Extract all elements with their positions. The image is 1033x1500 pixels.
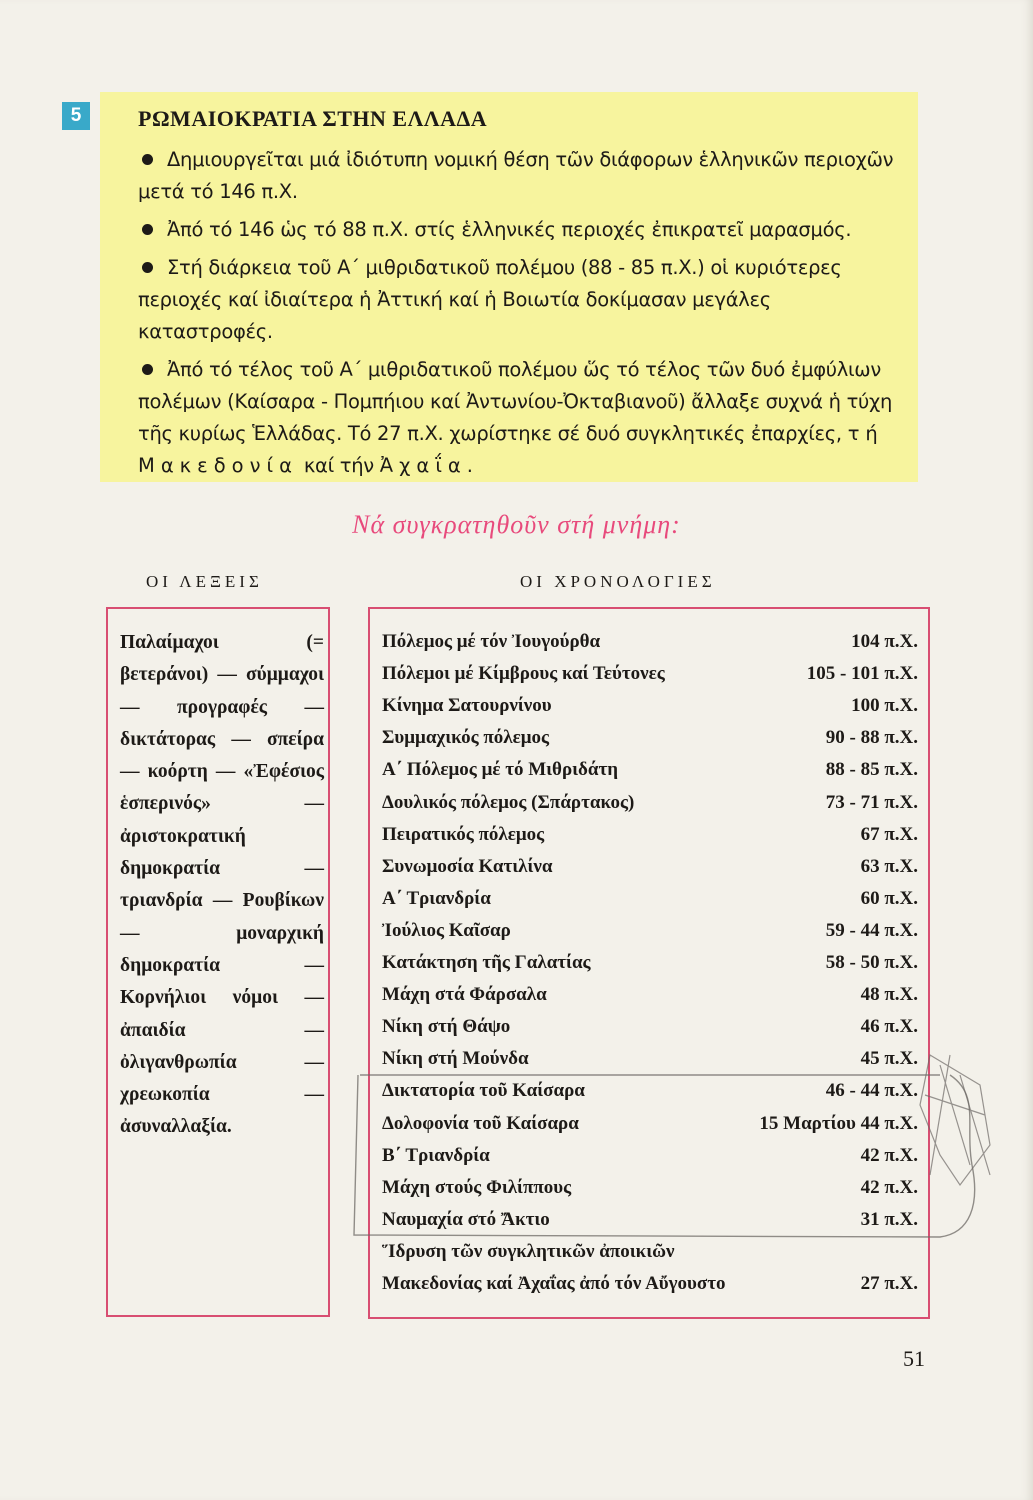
date-event: Α΄ Τριανδρία [382, 887, 491, 909]
date-event: Νίκη στή Θάψο [382, 1016, 511, 1038]
bullet-connector: καί τήν [303, 454, 374, 477]
words-list: Παλαίμαχοι (= βετεράνοι) — σύμμαχοι — προγραφές — δικτάτορας — σπείρα — κοόρτη — «Ἐφέσιος ἑσπερινός» — ἀριστοκρατική δημοκρατία — τριανδρία — Ρουβίκων — μοναρχική δημοκρατία — Κορνήλιοι νόμοι — ἀπαιδία — ὀλιγανθρωπία — χρεωκοπία — ἀσυναλλαξία. [120, 632, 324, 1138]
date-event: Δολοφονία τοῦ Καίσαρα [382, 1112, 579, 1134]
date-value: 27 π.Χ. [860, 1273, 918, 1294]
date-row [382, 824, 918, 856]
summary-bullet [138, 252, 898, 348]
words-box [106, 607, 330, 1317]
date-event: Κατάκτηση τῆς Γαλατίας [382, 952, 591, 973]
bullet-icon [142, 154, 153, 165]
bullet-text: Ἀπό τό τέλος τοῦ Α΄ μιθριδατικοῦ πολέμου ὥς τό τέλος τῶν δυό ἐμφύλιων πολέμων (Καίσαρα - Πομπήιου καί Ἀντωνίου-Ὀκταβιανοῦ) ἄλλαξε συχνά ἡ τύχη τῆς κυρίως Ἑλλάδας. Τό 27 π.Χ. χωρίστηκε σέ δυό συγκλητικές ἐπαρχίες, [138, 358, 893, 445]
date-event: Μακεδονίας καί Ἀχαΐας ἀπό τόν Αὔγουστο [382, 1273, 726, 1294]
bullet-text: Στή διάρκεια τοῦ Α΄ μιθριδατικοῦ πολέμου (88 - 85 π.Χ.) οἱ κυριότερες περιοχές καί ἰδιαίτερα ἡ Ἀττική καί ἡ Βοιωτία δοκίμασαν μεγάλες καταστροφές. [138, 256, 842, 343]
date-event: Πόλεμοι μέ Κίμβρους καί Τεύτονες [382, 663, 665, 685]
date-row [382, 759, 918, 791]
date-value: 100 π.Χ. [851, 695, 918, 717]
date-value: 59 - 44 π.Χ. [825, 919, 918, 941]
date-row [382, 663, 918, 695]
date-value: 58 - 50 π.Χ. [825, 952, 918, 973]
date-row [382, 888, 918, 920]
date-value: 31 π.Χ. [860, 1208, 918, 1230]
summary-box [100, 92, 918, 482]
bullet-end: . [466, 454, 473, 477]
date-event: Πειρατικός πόλεμος [382, 823, 545, 845]
date-row [382, 792, 918, 824]
date-event: Συμμαχικός πόλεμος [382, 727, 550, 749]
date-event: Συνωμοσία Κατιλίνα [382, 855, 553, 877]
date-value: 45 π.Χ. [860, 1048, 918, 1070]
date-value: 63 π.Χ. [860, 855, 918, 877]
date-row [382, 856, 918, 888]
date-event: Β΄ Τριανδρία [382, 1144, 490, 1166]
date-row [382, 631, 918, 663]
bullet-icon [142, 262, 153, 273]
date-value: 42 π.Χ. [860, 1176, 918, 1198]
summary-bullet [138, 144, 898, 208]
date-row [382, 920, 918, 952]
summary-bullet [138, 354, 898, 482]
page-number: 51 [903, 1346, 925, 1371]
date-value: 88 - 85 π.Χ. [825, 759, 918, 781]
date-event: Κίνημα Σατουρνίνου [382, 695, 552, 717]
date-event: Μάχη στά Φάρσαλα [382, 984, 547, 1006]
date-event: Α΄ Πόλεμος μέ τό Μιθριδάτη [382, 759, 619, 781]
pencil-scribble [340, 1045, 1000, 1245]
section-number-badge: 5 [62, 102, 90, 130]
summary-bullets [138, 144, 898, 488]
section-title: ΡΩΜΑΙΟΚΡΑΤΙΑ ΣΤΗΝ ΕΛΛΑΔΑ [138, 106, 488, 131]
date-row [382, 695, 918, 727]
date-row [382, 1016, 918, 1048]
region-macedonia: τή Μακεδονία [138, 422, 884, 477]
date-event: Μάχη στούς Φιλίππους [382, 1176, 572, 1198]
date-value: 15 Μαρτίου 44 π.Χ. [759, 1112, 918, 1134]
date-row [382, 952, 918, 984]
date-value: 48 π.Χ. [860, 984, 918, 1006]
date-value: 104 π.Χ. [851, 631, 918, 652]
date-row [382, 1241, 918, 1273]
date-row [382, 1273, 918, 1305]
dates-heading: ΟΙ ΧΡΟΝΟΛΟΓΙΕΣ [520, 572, 716, 591]
bullet-icon [142, 364, 153, 375]
words-heading: ΟΙ ΛΕΞΕΙΣ [146, 572, 263, 591]
date-event: Νίκη στή Μούνδα [382, 1048, 529, 1070]
date-row [382, 984, 918, 1016]
region-achaea: Ἀχαΐα [379, 454, 467, 477]
remember-heading: Νά συγκρατηθοῦν στή μνήμη: [352, 510, 681, 539]
date-event: Ἵδρυση τῶν συγκλητικῶν ἀποικιῶν [382, 1240, 675, 1262]
date-value: 42 π.Χ. [860, 1144, 918, 1166]
bullet-text: Ἀπό τό 146 ὡς τό 88 π.Χ. στίς ἑλληνικές περιοχές ἐπικρατεῖ μαρασμός. [167, 218, 852, 241]
date-value: 46 π.Χ. [860, 1016, 918, 1038]
bullet-text: Δημιουργεῖται μιά ἰδιότυπη νομική θέση τῶν διάφορων ἑλληνικῶν περιοχῶν μετά τό 146 π.Χ. [138, 148, 894, 203]
bullet-icon [142, 224, 153, 235]
date-event: Δικτατορία τοῦ Καίσαρα [382, 1080, 585, 1102]
date-event: Δουλικός πόλεμος (Σπάρτακος) [382, 791, 635, 813]
date-value: 90 - 88 π.Χ. [825, 727, 918, 749]
date-value: 73 - 71 π.Χ. [825, 791, 918, 813]
date-row [382, 727, 918, 759]
date-event: Πόλεμος μέ τόν Ἰουγούρθα [382, 631, 601, 652]
date-value: 67 π.Χ. [860, 823, 918, 845]
date-value: 105 - 101 π.Χ. [806, 663, 918, 685]
date-event: Ναυμαχία στό Ἄκτιο [382, 1208, 550, 1230]
date-value: 60 π.Χ. [860, 887, 918, 909]
summary-bullet [138, 214, 898, 246]
date-event: Ἰούλιος Καῖσαρ [382, 919, 511, 941]
date-value: 46 - 44 π.Χ. [825, 1080, 918, 1102]
